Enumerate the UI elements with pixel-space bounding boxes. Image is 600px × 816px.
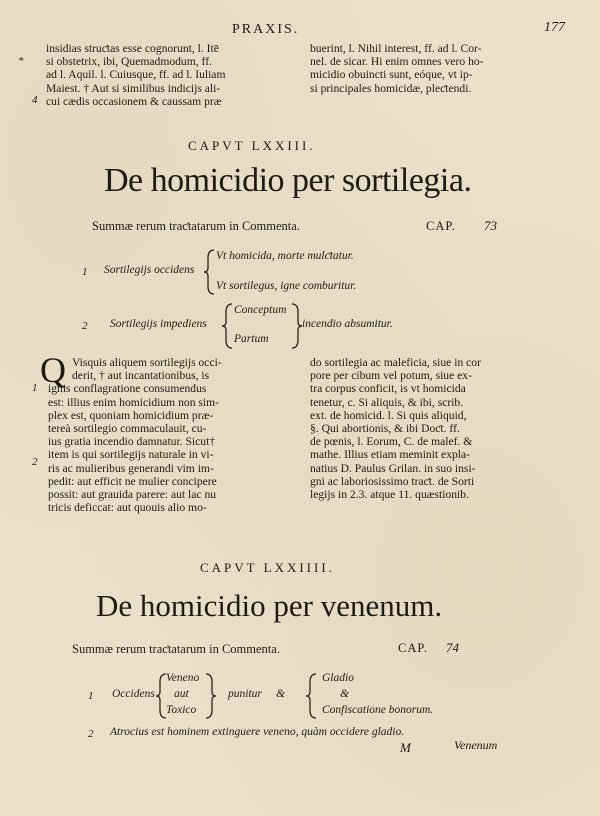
text-line: Maiest. † Aut si similibus indicijs ali- [46,81,221,95]
drop-cap: Q [40,350,66,390]
outline2-num-2: 2 [88,728,94,740]
chapter-heading-73: CAPVT LXXIII. [188,138,316,153]
outline-result-2: incendio absumitur. [302,318,393,330]
text-line: ris ac mulieribus generandi vim im- [48,461,214,475]
text-line: cui cædis occasionem & caussam præ [46,94,222,108]
page-number: 177 [544,20,565,35]
text-line: §. Qui abortionis, & ibi Doƈt. ff. [310,422,460,436]
catchword: Venenum [454,738,498,752]
text-line: buerint, l. Nihil interest, ff. ad l. Cor- [310,42,482,55]
text-line: natius D. Paulus Grilan. in suo insi- [310,461,476,475]
top-text-right [310,42,562,95]
text-line: si principales homicidæ, pleƈtendi. [310,81,472,95]
top-text-left [46,42,284,108]
text-line: gni ac laboriosissimo traƈt. de Sorti [310,474,475,488]
margin-number-1: 1 [32,382,38,394]
outline2-item-veneno: Veneno [166,672,200,684]
chapter-heading-74: CAPVT LXXIIII. [200,560,335,575]
text-line: ius gratia incendio damnatur. Sicut† [48,435,216,449]
outline-item-1b: Vt sortilegus, igne comburitur. [216,280,357,292]
text-line: legijs in 2.3. atque 11. quæstionib. [310,488,469,502]
text-line: mathe. Illius etiam meminit expla- [310,448,471,462]
text-line: derit, † aut incantationibus, is [72,369,210,383]
text-line: pedit: aut efficit ne mulier concipere [48,474,217,488]
summary-label-74: Summæ rerum traƈtatarum in Commenta. [72,642,280,656]
outline2-ampersand-2: & [340,688,349,700]
text-line: ad l. Aquil. l. Cuiusque, ff. ad l. Iuliam [46,68,226,82]
outline-item-1a: Vt homicida, morte mulƈtatur. [216,250,354,262]
outline2-item-toxico: Toxico [166,704,197,716]
text-line: insidias struƈtas esse cognorunt, l. Itē [46,42,219,55]
outline-item-2a: Conceptum [234,304,287,316]
outline2-term-1: Occidens [112,688,155,700]
summary-label-73: Summæ rerum traƈtatarum in Commenta. [92,219,300,233]
text-line: tra corpus conficit, is vt homicida [310,382,466,396]
text-line: plex est, quoniam homicidium præ- [48,408,214,422]
outline2-num-1: 1 [88,690,94,702]
text-line: pore per cibum vel potum, siue ex- [310,369,472,383]
chapter-title-74: De homicidio per venenum. [96,588,443,623]
brace-icon [220,302,234,350]
text-line: ext. de homicid. l. Si quis aliquid, [310,408,467,422]
cap-label-74: CAP. [398,641,429,655]
outline-term-1: Sortilegijs occidens [104,264,195,276]
outline2-aut: aut [174,688,189,700]
text-line: est: illius enim homicidium non sim- [48,395,220,409]
text-line: de pœnis, l. Eorum, C. de malef. & [310,435,473,449]
outline2-item-confiscatione: Confiscatione bonorum. [322,704,434,716]
cap-number-74: 74 [446,640,459,655]
brace-icon [304,672,318,720]
text-line: tenetur, c. Si aliquis, & ibi, scrib. [310,395,464,409]
text-line: possit: aut grauida parere: aut lac nu [48,488,217,502]
text-line: do sortilegia ac maleficia, siue in cor [310,356,481,369]
outline2-item-gladio: Gladio [322,672,354,684]
text-line: micidio obuincti sunt, eóque, vt ip- [310,68,473,82]
outline-term-2: Sortilegijs impediens [110,318,207,330]
outline2-ampersand: & [276,688,285,700]
text-line: si obstetrix, ibi, Quemadmodum, ff. [46,55,212,69]
chapter-title-73: De homicidio per sortilegia. [104,162,472,199]
outline2-statement-2: Atrocius est hominem extinguere veneno, quàm occidere gladio. [110,726,405,738]
text-line: Visquis aliquem sortilegijs occi- [72,356,222,369]
outline-num-1: 1 [82,266,88,278]
outline-item-2b: Partum [234,333,269,345]
text-line: ignis conflagratione consumendus [48,382,207,396]
margin-number-4: 4 [32,94,38,106]
text-line: nel. de sicar. Hi enim omnes vero ho- [310,55,484,69]
body-text-left [48,356,310,515]
closing-brace-icon [204,672,218,720]
body-text-right [310,356,562,501]
text-line: item is qui sortilegijs naturale in vi- [48,448,214,462]
text-line: tereà sortilegio commaculauit, cu- [48,422,207,436]
outline-num-2: 2 [82,320,88,332]
running-head: PRAXIS. [232,22,300,37]
outline2-verb: punitur [228,688,262,700]
signature-mark: M [400,740,411,755]
margin-star: * [18,55,24,67]
brace-icon [202,248,216,296]
cap-label-73: CAP. [426,219,457,233]
margin-number-2: 2 [32,456,38,468]
cap-number-73: 73 [484,218,497,233]
text-line: tricis deficcat: aut quouis alio mo- [48,501,207,515]
